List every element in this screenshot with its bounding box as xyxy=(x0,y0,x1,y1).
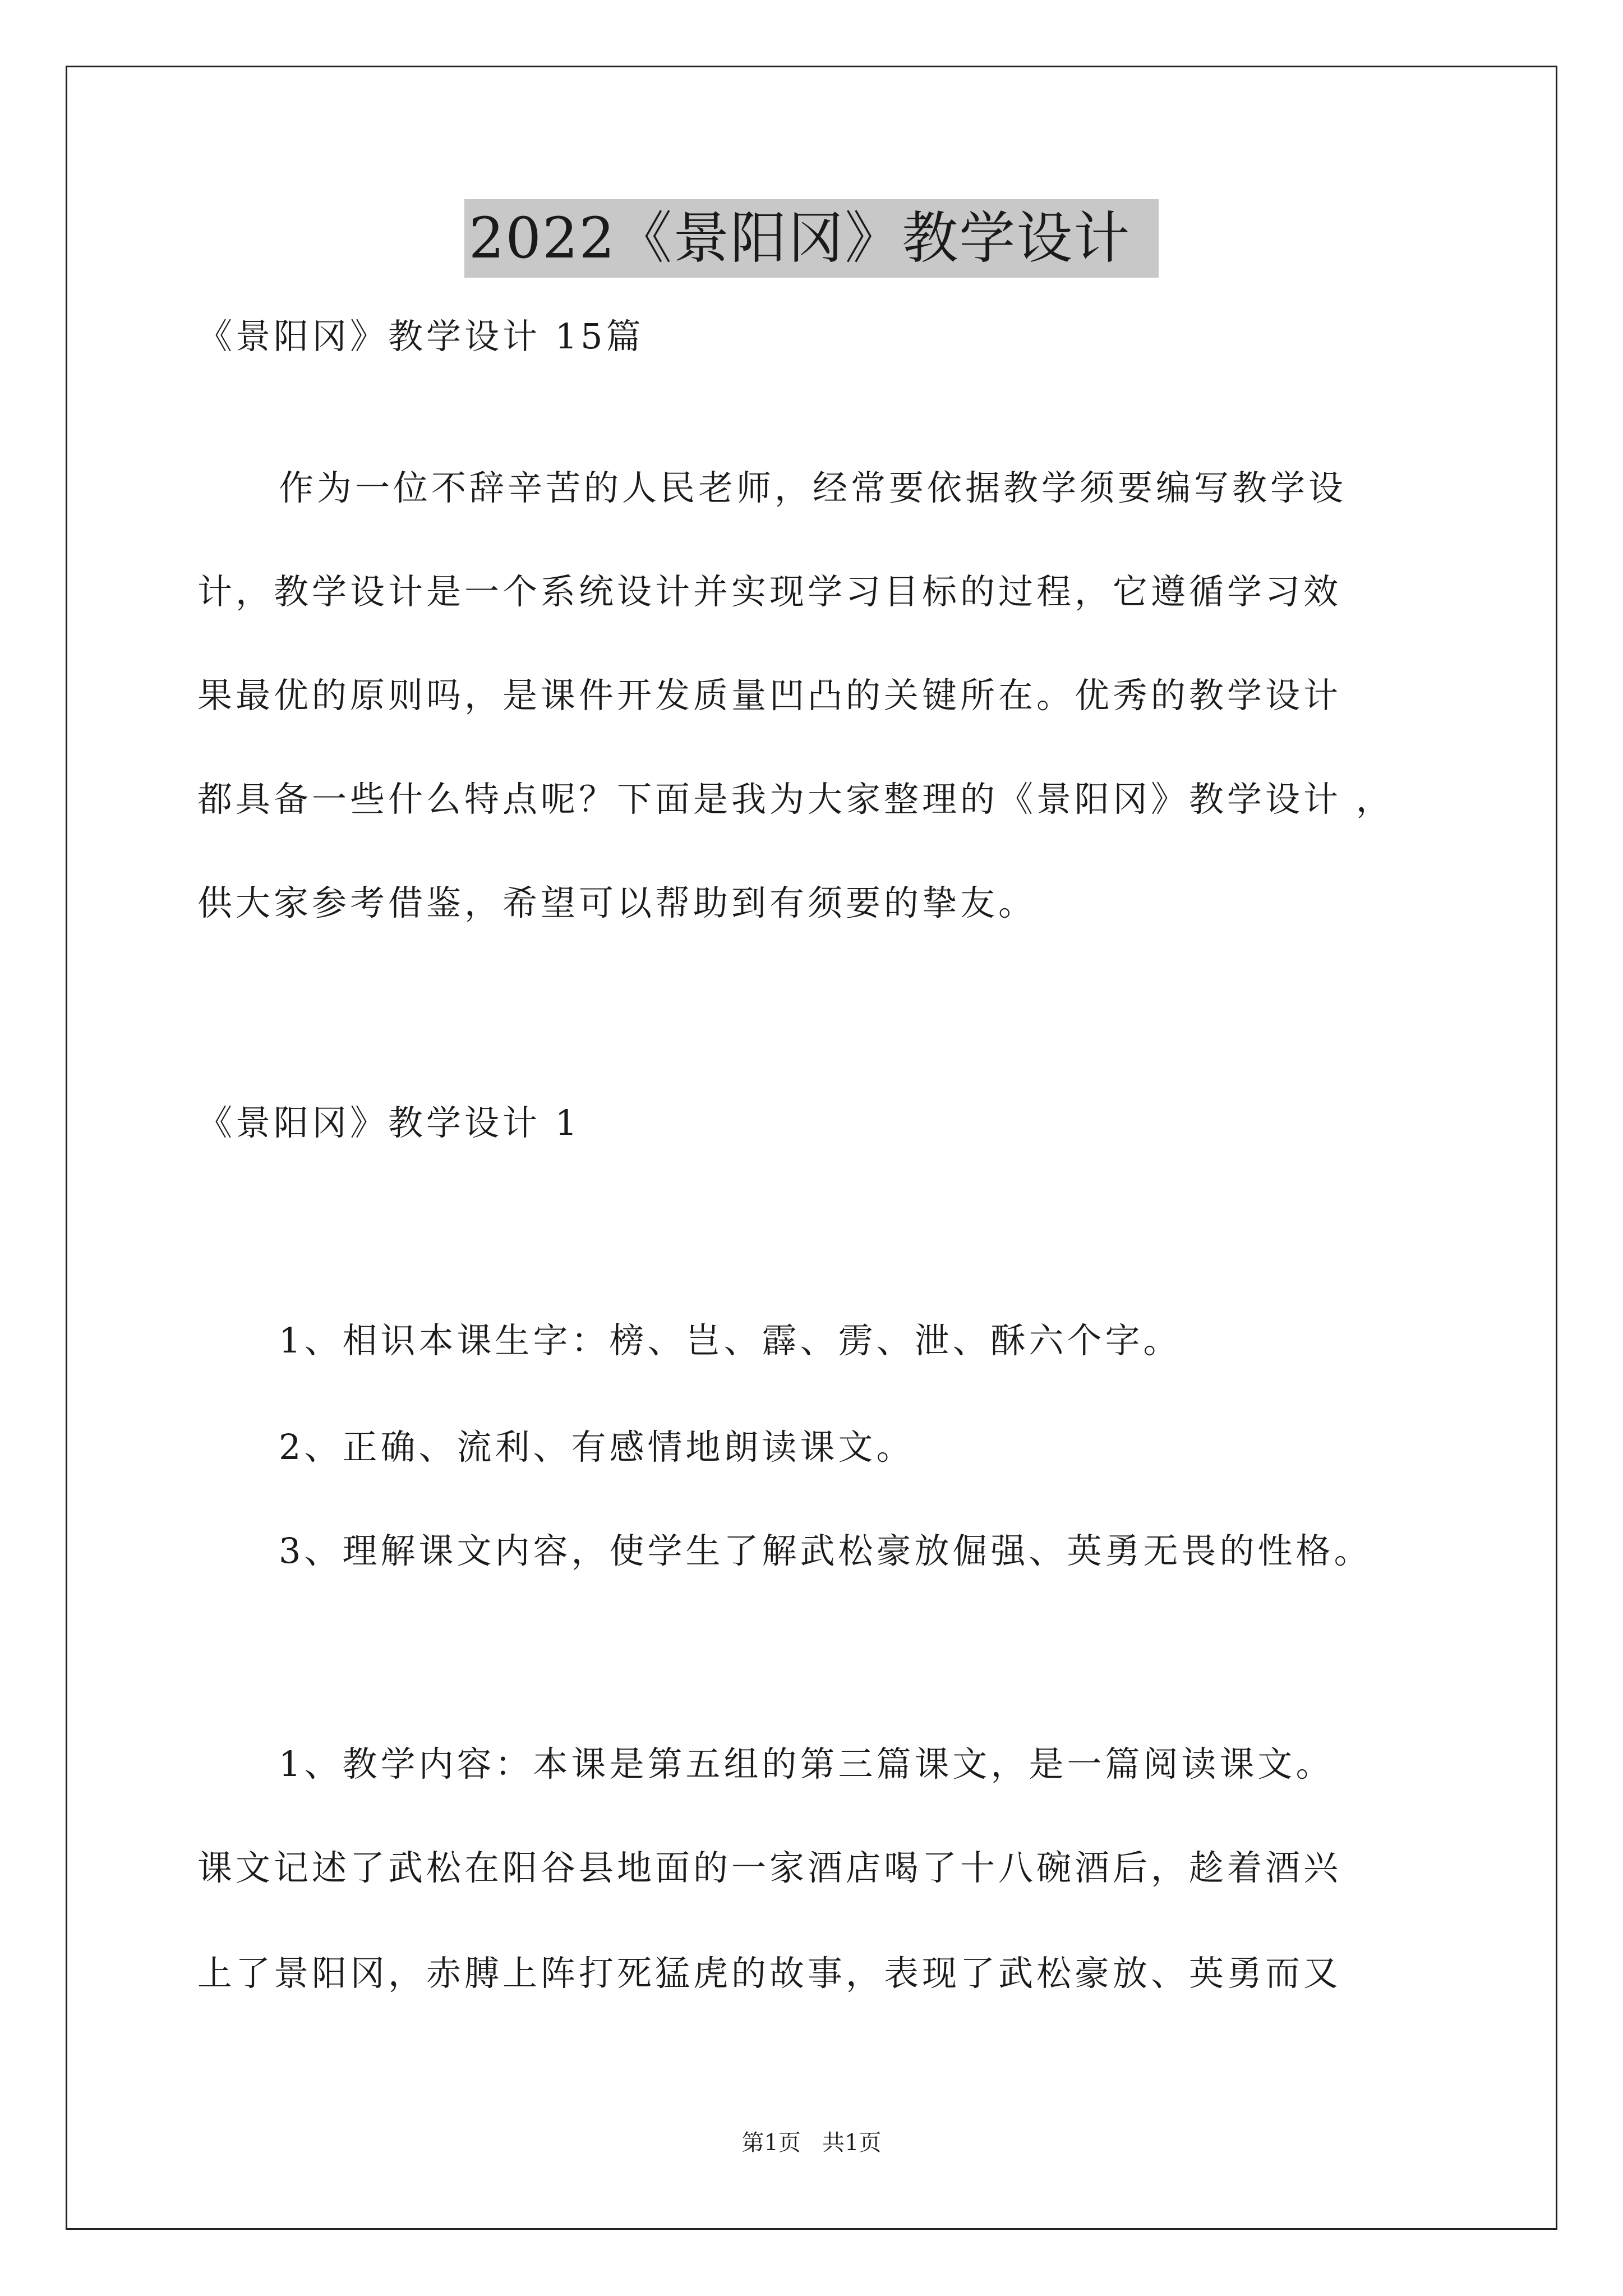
intro-line: 作为一位不辞辛苦的人民老师，经常要依据教学须要编写教学设 xyxy=(279,467,1347,508)
objective-item: 2、正确、流利、有感情地朗读课文。 xyxy=(279,1427,915,1467)
objective-item: 1、相识本课生字：榜、岂、霹、雳、泄、酥六个字。 xyxy=(279,1320,1182,1361)
content-line: 上了景阳冈，赤膊上阵打死猛虎的故事，表现了武松豪放、英勇而又 xyxy=(197,1953,1342,1994)
content-line: 1、教学内容：本课是第五组的第三篇课文，是一篇阅读课文。 xyxy=(279,1743,1334,1784)
content-line: 课文记述了武松在阳谷县地面的一家酒店喝了十八碗酒后，趁着酒兴 xyxy=(197,1847,1342,1888)
document-title: 2022《景阳冈》教学设计 xyxy=(464,199,1159,278)
page-footer: 第1页 共1页 xyxy=(741,2130,882,2156)
intro-line: 都具备一些什么特点呢？下面是我为大家整理的《景阳冈》教学设计 ， xyxy=(197,779,1394,820)
section-heading: 《景阳冈》教学设计 1 xyxy=(197,1102,581,1143)
title-container xyxy=(0,199,1623,278)
intro-line: 供大家参考借鉴，希望可以帮助到有须要的挚友。 xyxy=(197,882,1037,923)
objective-item: 3、理解课文内容，使学生了解武松豪放倔强、英勇无畏的性格。 xyxy=(279,1530,1372,1571)
intro-line: 计，教学设计是一个系统设计并实现学习目标的过程，它遵循学习效 xyxy=(197,571,1342,612)
intro-line: 果最优的原则吗，是课件开发质量凹凸的关键所在。优秀的教学设计 xyxy=(197,675,1342,716)
document-subtitle: 《景阳冈》教学设计 15篇 xyxy=(197,316,644,357)
page-border xyxy=(66,66,1557,2230)
